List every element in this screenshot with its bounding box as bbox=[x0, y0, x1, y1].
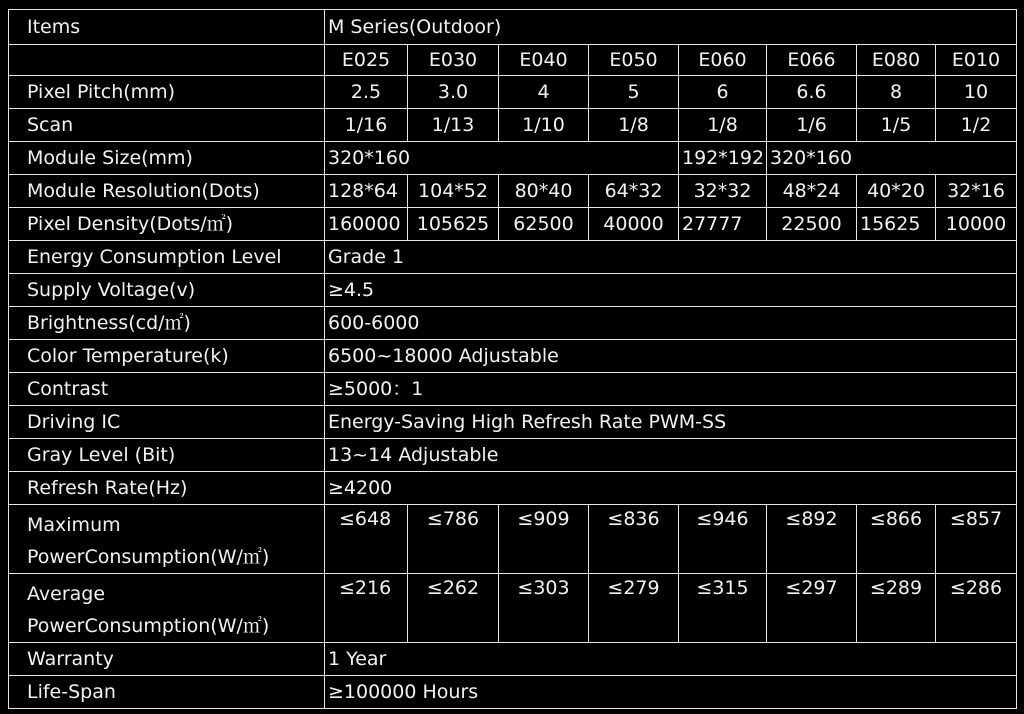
module-size-label: Module Size(mm) bbox=[9, 142, 325, 175]
pixel-pitch-cell: 6 bbox=[679, 76, 767, 109]
max-power-cell: ≤946 bbox=[679, 505, 767, 574]
avg-power-cell: ≤262 bbox=[408, 574, 499, 643]
warranty-value: 1 Year bbox=[325, 643, 1017, 676]
module-resolution-row bbox=[9, 175, 1017, 208]
avg-power-cell: ≤286 bbox=[936, 574, 1017, 643]
module-size-e060: 192*192 bbox=[679, 142, 767, 175]
module-resolution-cell: 32*32 bbox=[679, 175, 767, 208]
refresh-rate-label: Refresh Rate(Hz) bbox=[9, 472, 325, 505]
model-row-label bbox=[9, 45, 325, 76]
max-power-cell: ≤786 bbox=[408, 505, 499, 574]
pixel-pitch-cell: 2.5 bbox=[325, 76, 408, 109]
pixel-density-cell: 27777 bbox=[679, 208, 767, 241]
avg-power-cell: ≤279 bbox=[589, 574, 679, 643]
scan-cell: 1/5 bbox=[857, 109, 936, 142]
pixel-pitch-cell: 5 bbox=[589, 76, 679, 109]
max-power-cell: ≤836 bbox=[589, 505, 679, 574]
color-temperature-label: Color Temperature(k) bbox=[9, 340, 325, 373]
scan-cell: 1/10 bbox=[499, 109, 589, 142]
module-resolution-cell: 64*32 bbox=[589, 175, 679, 208]
model-cell: E060 bbox=[679, 45, 767, 76]
model-cell: E030 bbox=[408, 45, 499, 76]
module-size-group2: 320*160 bbox=[767, 142, 1017, 175]
max-power-cell: ≤857 bbox=[936, 505, 1017, 574]
pixel-pitch-label: Pixel Pitch(mm) bbox=[9, 76, 325, 109]
items-header: Items bbox=[9, 10, 325, 45]
spec-table bbox=[8, 9, 1017, 709]
series-header: M Series(Outdoor) bbox=[325, 10, 1017, 45]
max-power-cell: ≤909 bbox=[499, 505, 589, 574]
model-row bbox=[9, 45, 1017, 76]
pixel-density-label: Pixel Density(Dots/㎡) bbox=[9, 208, 325, 241]
supply-voltage-row bbox=[9, 274, 1017, 307]
pixel-pitch-cell: 8 bbox=[857, 76, 936, 109]
driving-ic-row bbox=[9, 406, 1017, 439]
scan-label: Scan bbox=[9, 109, 325, 142]
avg-power-label bbox=[9, 574, 325, 643]
pixel-density-cell: 105625 bbox=[408, 208, 499, 241]
brightness-value: 600-6000 bbox=[325, 307, 1017, 340]
pixel-pitch-cell: 10 bbox=[936, 76, 1017, 109]
model-cell: E010 bbox=[936, 45, 1017, 76]
avg-power-cell: ≤289 bbox=[857, 574, 936, 643]
energy-level-label: Energy Consumption Level bbox=[9, 241, 325, 274]
gray-level-value: 13~14 Adjustable bbox=[325, 439, 1017, 472]
avg-power-label-line2: PowerConsumption(W/㎡) bbox=[27, 615, 270, 637]
module-resolution-cell: 48*24 bbox=[767, 175, 857, 208]
brightness-label: Brightness(cd/㎡) bbox=[9, 307, 325, 340]
pixel-pitch-cell: 6.6 bbox=[767, 76, 857, 109]
max-power-cell: ≤648 bbox=[325, 505, 408, 574]
warranty-row bbox=[9, 643, 1017, 676]
avg-power-cell: ≤315 bbox=[679, 574, 767, 643]
gray-level-row bbox=[9, 439, 1017, 472]
scan-cell: 1/16 bbox=[325, 109, 408, 142]
supply-voltage-label: Supply Voltage(v) bbox=[9, 274, 325, 307]
max-power-cell: ≤892 bbox=[767, 505, 857, 574]
refresh-rate-value: ≥4200 bbox=[325, 472, 1017, 505]
contrast-label: Contrast bbox=[9, 373, 325, 406]
module-resolution-cell: 80*40 bbox=[499, 175, 589, 208]
module-resolution-cell: 128*64 bbox=[325, 175, 408, 208]
pixel-density-cell: 62500 bbox=[499, 208, 589, 241]
life-span-row bbox=[9, 676, 1017, 709]
pixel-pitch-cell: 4 bbox=[499, 76, 589, 109]
pixel-density-cell: 10000 bbox=[936, 208, 1017, 241]
supply-voltage-value: ≥4.5 bbox=[325, 274, 1017, 307]
scan-cell: 1/13 bbox=[408, 109, 499, 142]
max-power-row bbox=[9, 505, 1017, 574]
brightness-row bbox=[9, 307, 1017, 340]
driving-ic-label: Driving IC bbox=[9, 406, 325, 439]
warranty-label: Warranty bbox=[9, 643, 325, 676]
avg-power-row bbox=[9, 574, 1017, 643]
pixel-pitch-cell: 3.0 bbox=[408, 76, 499, 109]
avg-power-label-line1: Average bbox=[27, 583, 106, 605]
module-resolution-cell: 104*52 bbox=[408, 175, 499, 208]
max-power-label bbox=[9, 505, 325, 574]
scan-cell: 1/6 bbox=[767, 109, 857, 142]
energy-level-row bbox=[9, 241, 1017, 274]
avg-power-cell: ≤216 bbox=[325, 574, 408, 643]
module-size-group1: 320*160 bbox=[325, 142, 679, 175]
driving-ic-value: Energy-Saving High Refresh Rate PWM-SS bbox=[325, 406, 1017, 439]
pixel-density-cell: 22500 bbox=[767, 208, 857, 241]
module-size-row bbox=[9, 142, 1017, 175]
model-cell: E080 bbox=[857, 45, 936, 76]
life-span-value: ≥100000 Hours bbox=[325, 676, 1017, 709]
pixel-density-row bbox=[9, 208, 1017, 241]
max-power-label-line2: PowerConsumption(W/㎡) bbox=[27, 546, 270, 568]
pixel-density-cell: 15625 bbox=[857, 208, 936, 241]
scan-cell: 1/2 bbox=[936, 109, 1017, 142]
pixel-density-cell: 40000 bbox=[589, 208, 679, 241]
module-resolution-cell: 40*20 bbox=[857, 175, 936, 208]
life-span-label: Life-Span bbox=[9, 676, 325, 709]
header-row bbox=[9, 10, 1017, 45]
refresh-rate-row bbox=[9, 472, 1017, 505]
color-temperature-value: 6500~18000 Adjustable bbox=[325, 340, 1017, 373]
contrast-row bbox=[9, 373, 1017, 406]
avg-power-cell: ≤303 bbox=[499, 574, 589, 643]
module-resolution-label: Module Resolution(Dots) bbox=[9, 175, 325, 208]
color-temperature-row bbox=[9, 340, 1017, 373]
model-cell: E050 bbox=[589, 45, 679, 76]
module-resolution-cell: 32*16 bbox=[936, 175, 1017, 208]
contrast-value: ≥5000：1 bbox=[325, 373, 1017, 406]
max-power-cell: ≤866 bbox=[857, 505, 936, 574]
model-cell: E025 bbox=[325, 45, 408, 76]
scan-cell: 1/8 bbox=[679, 109, 767, 142]
scan-row bbox=[9, 109, 1017, 142]
pixel-density-cell: 160000 bbox=[325, 208, 408, 241]
scan-cell: 1/8 bbox=[589, 109, 679, 142]
model-cell: E066 bbox=[767, 45, 857, 76]
pixel-pitch-row bbox=[9, 76, 1017, 109]
max-power-label-line1: Maximum bbox=[27, 514, 121, 536]
avg-power-cell: ≤297 bbox=[767, 574, 857, 643]
model-cell: E040 bbox=[499, 45, 589, 76]
energy-level-value: Grade 1 bbox=[325, 241, 1017, 274]
gray-level-label: Gray Level (Bit) bbox=[9, 439, 325, 472]
